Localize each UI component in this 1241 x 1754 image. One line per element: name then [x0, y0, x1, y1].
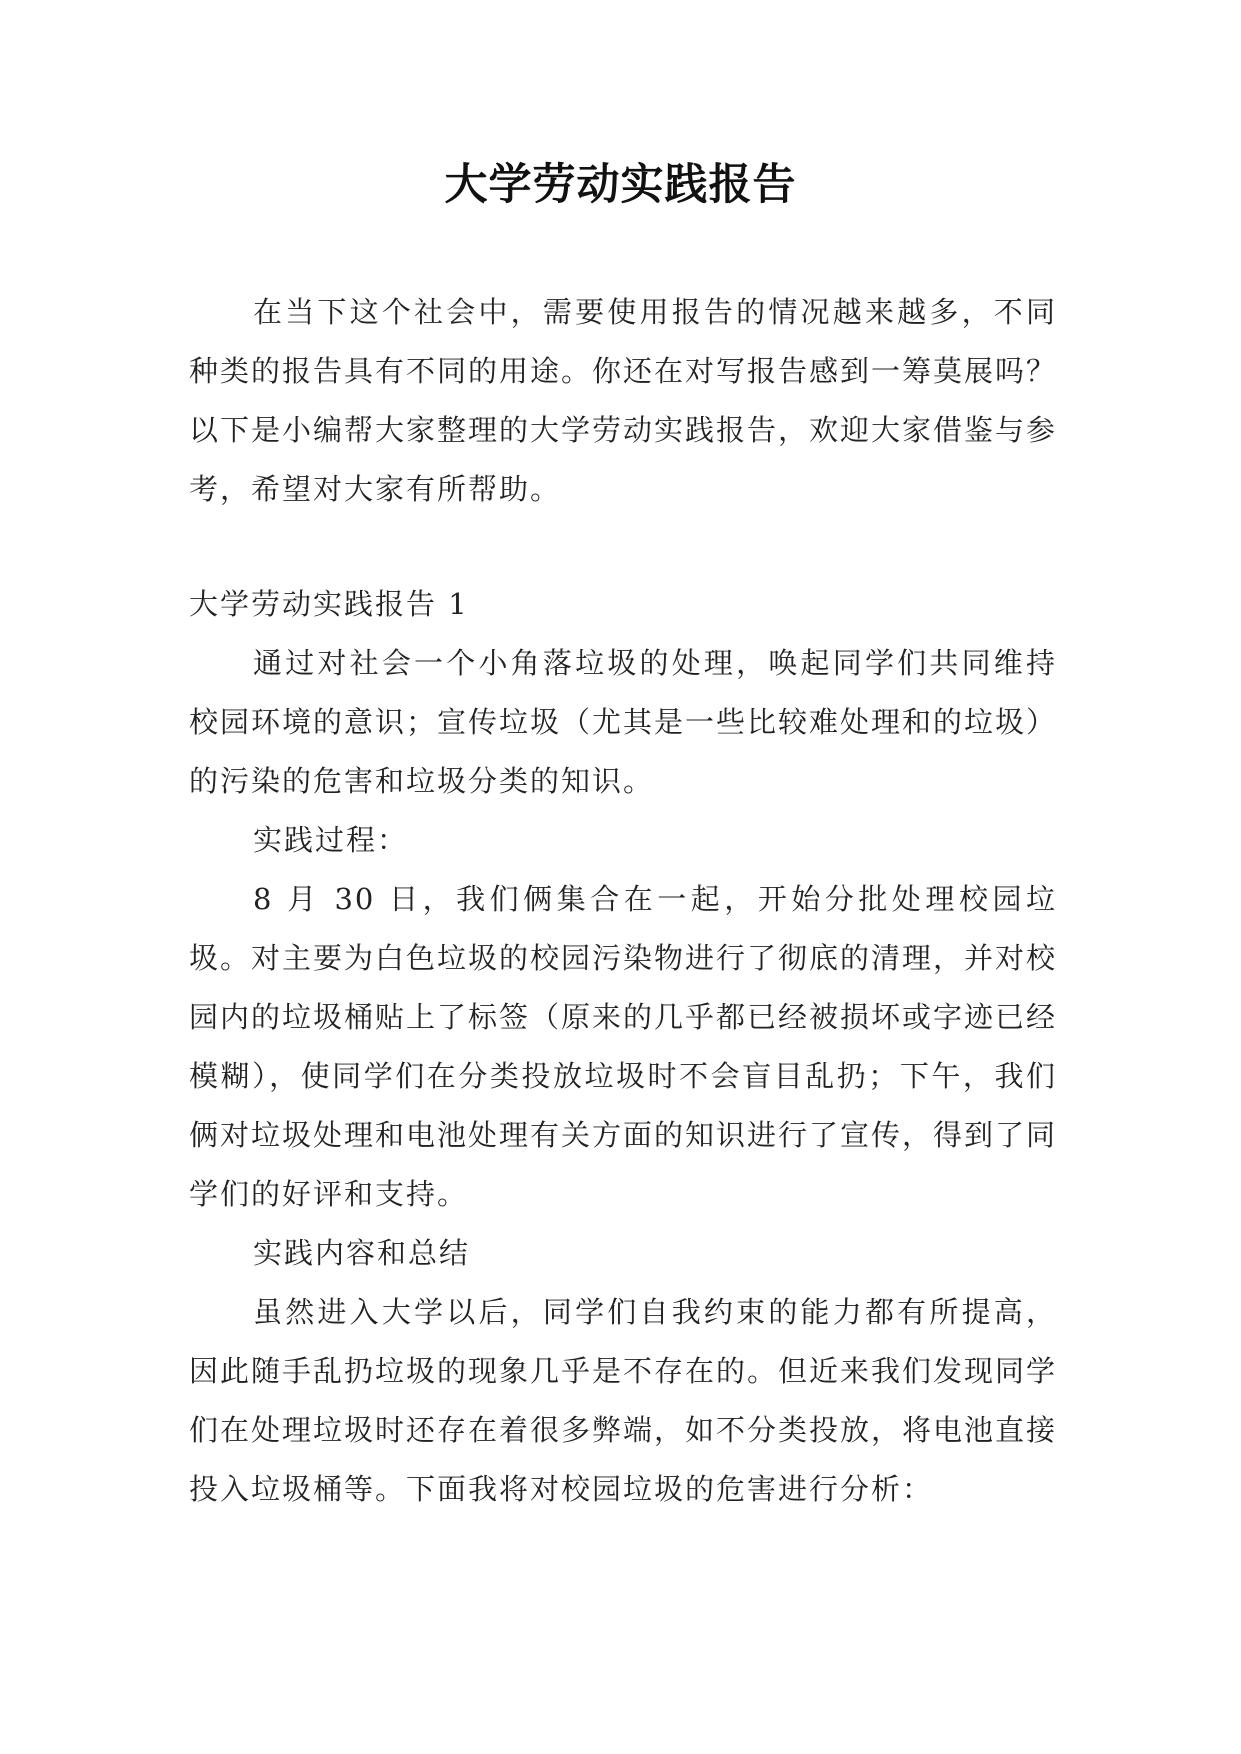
section-heading: 大学劳动实践报告 1	[189, 587, 469, 621]
summary-heading: 实践内容和总结	[253, 1236, 471, 1270]
document-body	[189, 283, 1057, 1519]
purpose-paragraph: 通过对社会一个小角落垃圾的处理，唤起同学们共同维持校园环境的意识；宣传垃圾（尤其是一些比较难处理和的垃圾）的污染的危害和垃圾分类的知识。	[189, 646, 1058, 798]
summary-paragraph: 虽然进入大学以后，同学们自我约束的能力都有所提高，因此随手乱扔垃圾的现象几乎是不存在的。但近来我们发现同学们在处理垃圾时还存在着很多弊端，如不分类投放，将电池直接投入垃圾桶等。下面我将对校园垃圾的危害进行分析：	[189, 1295, 1058, 1506]
process-paragraph: 8 月 30 日，我们俩集合在一起，开始分批处理校园垃圾。对主要为白色垃圾的校园污染物进行了彻底的清理，并对校园内的垃圾桶贴上了标签（原来的几乎都已经被损坏或字迹已经模糊），使同学们在分类投放垃圾时不会盲目乱扔；下午，我们俩对垃圾处理和电池处理有关方面的知识进行了宣传，得到了同学们的好评和支持。	[189, 882, 1058, 1211]
document-title: 大学劳动实践报告	[444, 160, 797, 210]
intro-paragraph: 在当下这个社会中，需要使用报告的情况越来越多，不同种类的报告具有不同的用途。你还在对写报告感到一筹莫展吗？以下是小编帮大家整理的大学劳动实践报告，欢迎大家借鉴与参考，希望对大家有所帮助。	[189, 295, 1058, 506]
process-heading: 实践过程：	[253, 823, 409, 857]
spacer	[189, 519, 1057, 575]
